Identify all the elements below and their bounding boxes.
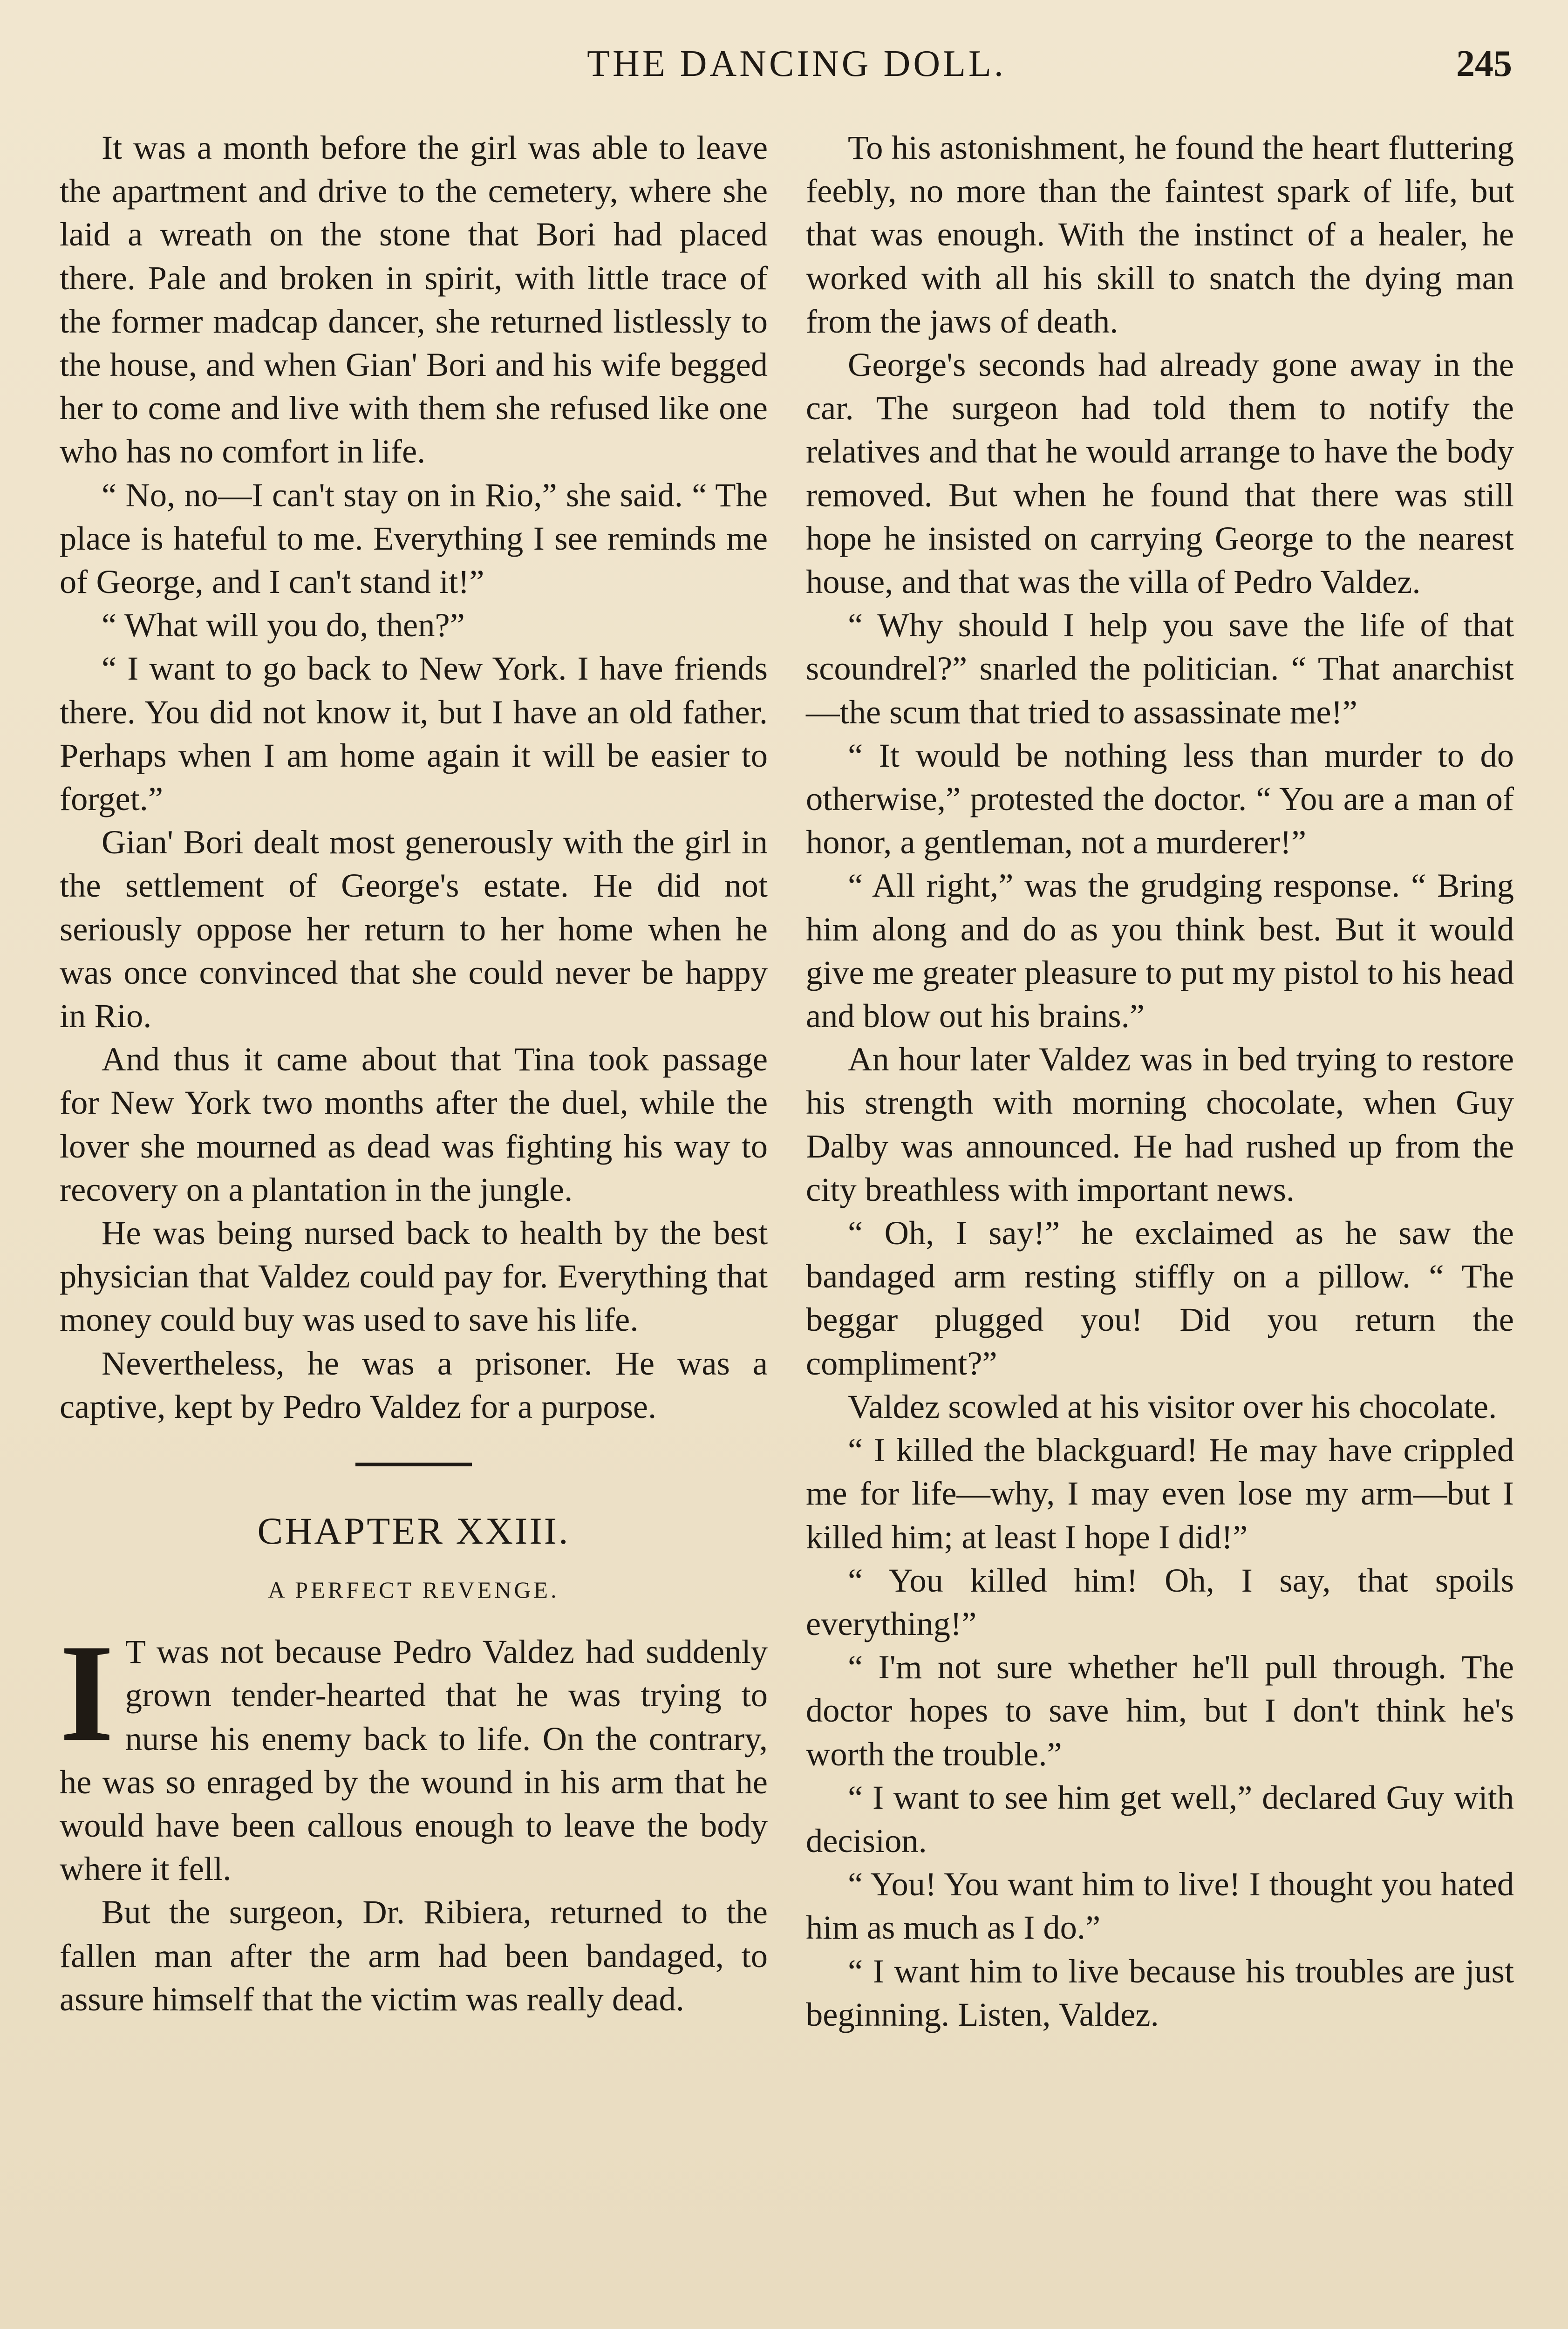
opening-text: T was not because Pedro Valdez had suddenly grown tender-hearted that he was trying to nurse his enemy back to life. On the contrary, he was so enraged by the wound in his arm that he would have been callous enough to leave the body where it fell. xyxy=(60,1633,768,1888)
paragraph: “ It would be nothing less than murder to do otherwise,” protested the doctor. “ You are a man of honor, a gentleman, not a murderer!” xyxy=(806,736,1514,861)
paragraph: “ I want to see him get well,” declared Guy with decision. xyxy=(806,1778,1514,1859)
paragraph: To his astonishment, he found the heart fluttering feebly, no more than the faintest spark of life, but that was enough. With the instinct of a healer, he worked with all his skill to snatch the dying man from the jaws of death. xyxy=(806,129,1514,340)
paragraph: An hour later Valdez was in bed trying to restore his strength with morning chocolate, when Guy Dalby was announced. He had rushed up from the city breathless with important news. xyxy=(806,1040,1514,1208)
paragraph: And thus it came about that Tina took passage for New York two months after the duel, while the lover she mourned as dead was fighting his way to recovery on a plantation in the jungle. xyxy=(60,1040,768,1208)
paragraph: “ No, no—I can't stay on in Rio,” she said. “ The place is hateful to me. Everything I see reminds me of George, and I can't stand it!” xyxy=(60,476,768,601)
right-column xyxy=(806,126,1514,2036)
page-number: 245 xyxy=(1456,43,1512,84)
paragraph: “ You killed him! Oh, I say, that spoils everything!” xyxy=(806,1561,1514,1642)
paragraph: George's seconds had already gone away in the car. The surgeon had told them to notify the relatives and that he would arrange to have the body removed. But when he found that there was still hope he insisted on carrying George to the nearest house, and that was the villa of Pedro Valdez. xyxy=(806,346,1514,601)
running-title: THE DANCING DOLL. xyxy=(587,43,1006,84)
paragraph: “ Oh, I say!” he exclaimed as he saw the bandaged arm resting stiffly on a pillow. “ The beggar plugged you! Did you return the compliment?” xyxy=(806,1214,1514,1382)
paragraph: Nevertheless, he was a prisoner. He was a captive, kept by Pedro Valdez for a purpose. xyxy=(60,1344,768,1425)
chapter-title: CHAPTER XXIII. xyxy=(257,1510,570,1553)
paragraph: “ I killed the blackguard! He may have crippled me for life—why, I may even lose my arm—but I killed him; at least I hope I did!” xyxy=(806,1431,1514,1556)
paragraph: “ What will you do, then?” xyxy=(102,606,465,644)
paragraph: “ I'm not sure whether he'll pull through. The doctor hopes to save him, but I don't think he's worth the trouble.” xyxy=(806,1648,1514,1773)
paragraph: But the surgeon, Dr. Ribiera, returned to the fallen man after the arm had been bandaged, to assure himself that the victim was really dead. xyxy=(60,1893,768,2018)
paragraph: He was being nursed back to health by the best physician that Valdez could pay for. Everything that money could buy was used to save his life. xyxy=(60,1214,768,1339)
paragraph: Valdez scowled at his visitor over his chocolate. xyxy=(848,1387,1497,1425)
left-column xyxy=(60,126,768,2021)
chapter-opening-paragraph xyxy=(60,1615,768,1890)
paragraph: It was a month before the girl was able to leave the apartment and drive to the cemetery, where she laid a wreath on the stone that Bori had placed there. Pale and broken in spirit, with little trace of the former madcap dancer, she returned listlessly to the house, and when Gian' Bori and his wife begged her to come and live with them she refused like one who has no comfort in life. xyxy=(60,129,768,470)
paragraph: “ Why should I help you save the life of that scoundrel?” snarled the politician. “ That anarchist—the scum that tried to assassinate me!” xyxy=(806,606,1514,731)
paragraph: “ I want to go back to New York. I have friends there. You did not know it, but I have an old father. Perhaps when I am home again it will be easier to forget.” xyxy=(60,649,768,818)
paragraph: Gian' Bori dealt most generously with the girl in the settlement of George's estate. He did not seriously oppose her return to her home when he was once convinced that she could never be happy in Rio. xyxy=(60,823,768,1035)
paragraph: “ I want him to live because his troubles are just beginning. Listen, Valdez. xyxy=(806,1952,1514,2033)
paragraph: “ You! You want him to live! I thought you hated him as much as I do.” xyxy=(806,1865,1514,1947)
section-divider xyxy=(355,1463,472,1466)
paragraph: “ All right,” was the grudging response. “ Bring him along and do as you think best. But it would give me greater pleasure to put my pistol to his head and blow out his brains.” xyxy=(806,866,1514,1035)
drop-cap: I xyxy=(60,1615,114,1771)
chapter-subtitle: A PERFECT REVENGE. xyxy=(268,1577,559,1603)
